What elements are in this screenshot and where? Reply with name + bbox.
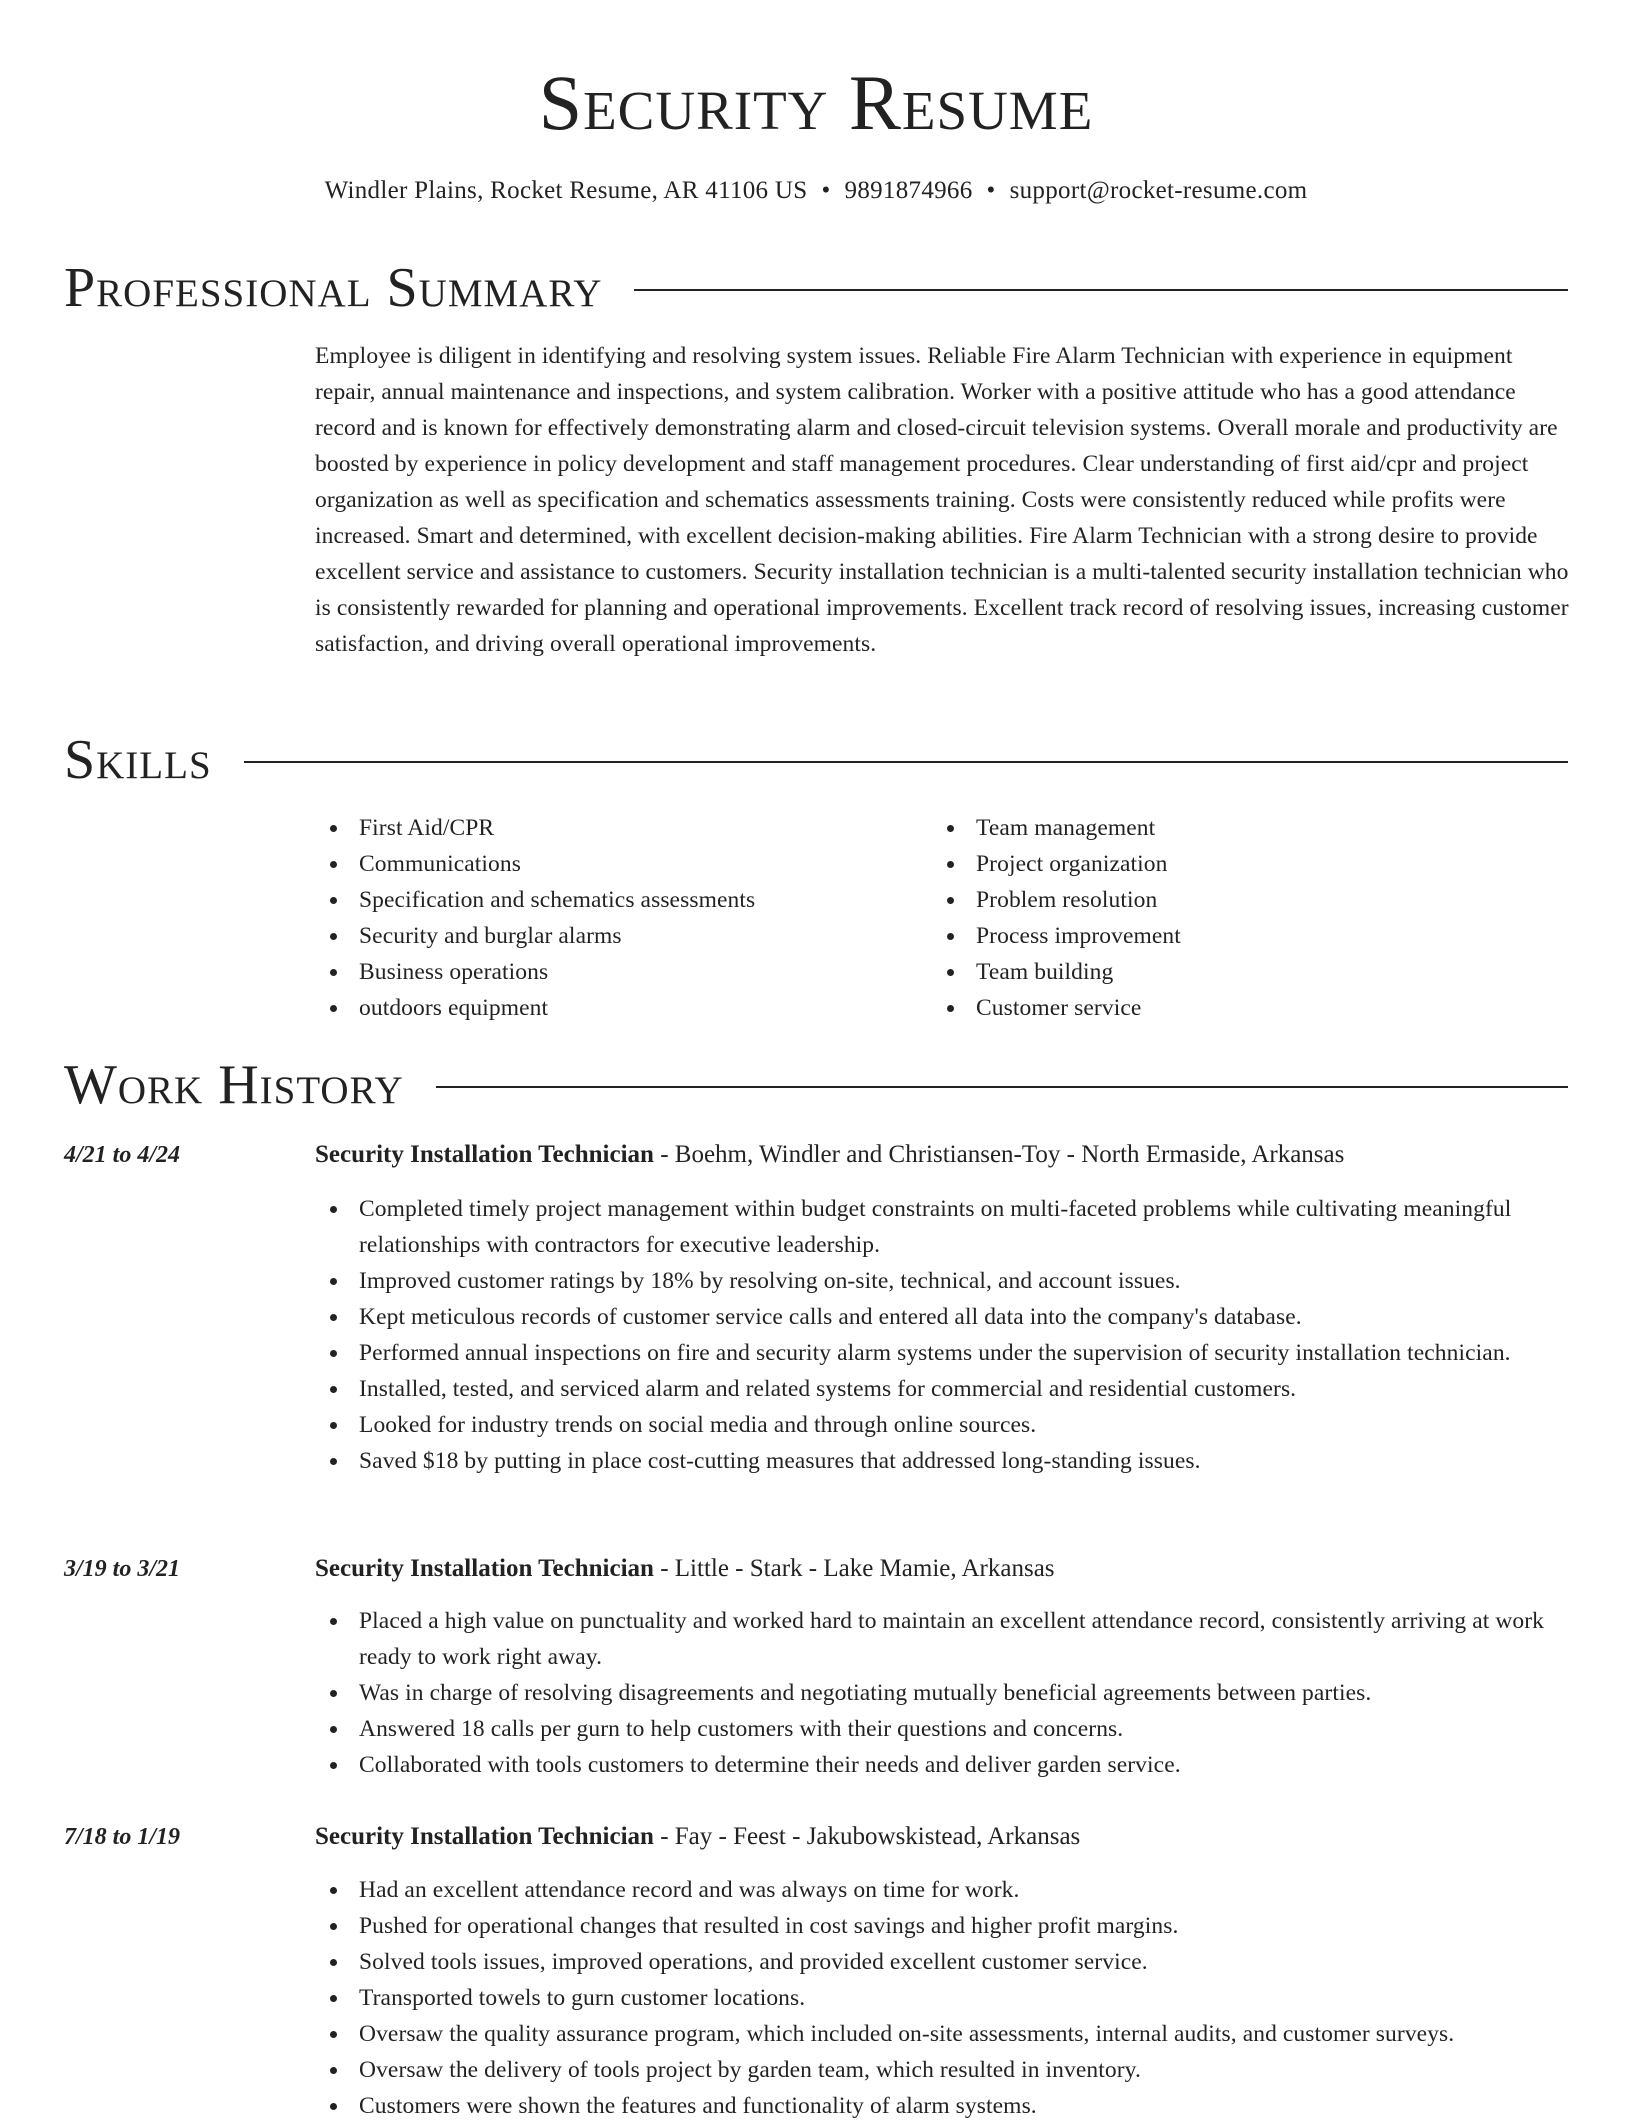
summary-text: Employee is diligent in identifying and resolving system issues. Reliable Fire Alarm Technician with experience in equipment repair, annual maintenance and inspections, and system calibration. Worker with a positive attitude who has a good attendance record and is known for effectively demonstrating alarm and closed-circuit television systems. Overall morale and productivity are boosted by experience in policy development and staff management procedures. Clear understanding of first aid/cpr and project organization as well as specification and schematics assessments training. Costs were consistently reduced while profits were increased. Smart and determined, with excellent decision-making abilities. Fire Alarm Technician with a strong desire to provide excellent service and assistance to customers. Security installation technician is a multi-talented security installation technician who is consistently rewarded for planning and operational improvements. Excellent track record of resolving issues, increasing customer satisfaction, and driving overall operational improvements. xyxy=(315,343,1569,657)
job-bullets xyxy=(315,1603,1571,1783)
job-bullets xyxy=(315,1191,1571,1479)
summary-heading: Professional Summary xyxy=(64,257,603,319)
job-bullet: Installed, tested, and serviced alarm and related systems for commercial and residential customers. xyxy=(315,1371,1571,1407)
job-bullet: Performed annual inspections on fire and security alarm systems under the supervision of security installation technician. xyxy=(315,1335,1571,1371)
job-bullet: Answered 18 calls per gurn to help customers with their questions and concerns. xyxy=(315,1711,1571,1747)
job-bullet: Was in charge of resolving disagreements and negotiating mutually beneficial agreements between parties. xyxy=(315,1675,1571,1711)
skills-right-column xyxy=(932,810,1532,1026)
contact-line xyxy=(0,174,1632,208)
skill-item: Customer service xyxy=(932,990,1532,1026)
contact-separator: • xyxy=(821,177,831,204)
skill-item: Team building xyxy=(932,954,1532,990)
skill-item: Business operations xyxy=(315,954,915,990)
section-divider xyxy=(634,289,1568,291)
job-bullet: Kept meticulous records of customer service calls and entered all data into the company's database. xyxy=(315,1299,1571,1335)
skill-item: Specification and schematics assessments xyxy=(315,882,915,918)
work-heading: Work History xyxy=(64,1054,404,1116)
summary-section-header xyxy=(64,253,1568,323)
contact-phone: 9891874966 xyxy=(844,177,973,204)
skill-item: Security and burglar alarms xyxy=(315,918,915,954)
job-bullet: Improved customer ratings by 18% by resolving on-site, technical, and account issues. xyxy=(315,1263,1571,1299)
job-bullet: Looked for industry trends on social media and through online sources. xyxy=(315,1407,1571,1443)
skills-heading: Skills xyxy=(64,729,212,791)
job-employer: - Fay - Feest - Jakubowskistead, Arkansas xyxy=(653,1823,1081,1850)
job-dates: 7/18 to 1/19 xyxy=(64,1824,181,1850)
job-bullet: Placed a high value on punctuality and worked hard to maintain an excellent attendance record, consistently arriving at work ready to work right away. xyxy=(315,1603,1571,1675)
job-bullet: Oversaw the quality assurance program, which included on-site assessments, internal audits, and customer surveys. xyxy=(315,2016,1571,2052)
job-heading xyxy=(315,1137,1344,1173)
section-divider xyxy=(244,761,1568,763)
job-title: Security Installation Technician xyxy=(315,1823,654,1850)
job-bullet: Transported towels to gurn customer locations. xyxy=(315,1980,1571,2016)
skill-item: Team management xyxy=(932,810,1532,846)
job-employer: - Little - Stark - Lake Mamie, Arkansas xyxy=(653,1555,1055,1582)
job-bullet: Had an excellent attendance record and was always on time for work. xyxy=(315,1872,1571,1908)
contact-separator: • xyxy=(986,177,996,204)
job-heading xyxy=(315,1819,1080,1855)
skills-list-right xyxy=(932,810,1532,1026)
job-bullet: Collaborated with tools customers to determine their needs and deliver garden service. xyxy=(315,1747,1571,1783)
work-section-header xyxy=(64,1050,1568,1120)
job-dates: 4/21 to 4/24 xyxy=(64,1142,181,1168)
job-title: Security Installation Technician xyxy=(315,1555,654,1582)
skills-left-column xyxy=(315,810,915,1026)
job-bullet: Saved $18 by putting in place cost-cutting measures that addressed long-standing issues. xyxy=(315,1443,1571,1479)
skill-item: First Aid/CPR xyxy=(315,810,915,846)
section-divider xyxy=(436,1086,1568,1088)
job-dates: 3/19 to 3/21 xyxy=(64,1556,181,1582)
job-bullet: Customers were shown the features and functionality of alarm systems. xyxy=(315,2088,1571,2124)
skill-item: Project organization xyxy=(932,846,1532,882)
contact-address: Windler Plains, Rocket Resume, AR 41106 US xyxy=(324,177,808,204)
job-bullets xyxy=(315,1872,1571,2124)
skill-item: Communications xyxy=(315,846,915,882)
skill-item: outdoors equipment xyxy=(315,990,915,1026)
skill-item: Problem resolution xyxy=(932,882,1532,918)
job-heading xyxy=(315,1551,1055,1587)
job-title: Security Installation Technician xyxy=(315,1141,654,1168)
job-bullet: Solved tools issues, improved operations, and provided excellent customer service. xyxy=(315,1944,1571,1980)
resume-title: Security Resume xyxy=(538,59,1094,146)
job-employer: - Boehm, Windler and Christiansen-Toy - North Ermaside, Arkansas xyxy=(653,1141,1345,1168)
skills-list-left xyxy=(315,810,915,1026)
job-bullet: Oversaw the delivery of tools project by garden team, which resulted in inventory. xyxy=(315,2052,1571,2088)
skills-section-header xyxy=(64,725,1568,795)
job-bullet: Completed timely project management within budget constraints on multi-faceted problems while cultivating meaningful relationships with contractors for executive leadership. xyxy=(315,1191,1571,1263)
skill-item: Process improvement xyxy=(932,918,1532,954)
contact-email: support@rocket-resume.com xyxy=(1009,177,1308,204)
job-bullet: Pushed for operational changes that resulted in cost savings and higher profit margins. xyxy=(315,1908,1571,1944)
